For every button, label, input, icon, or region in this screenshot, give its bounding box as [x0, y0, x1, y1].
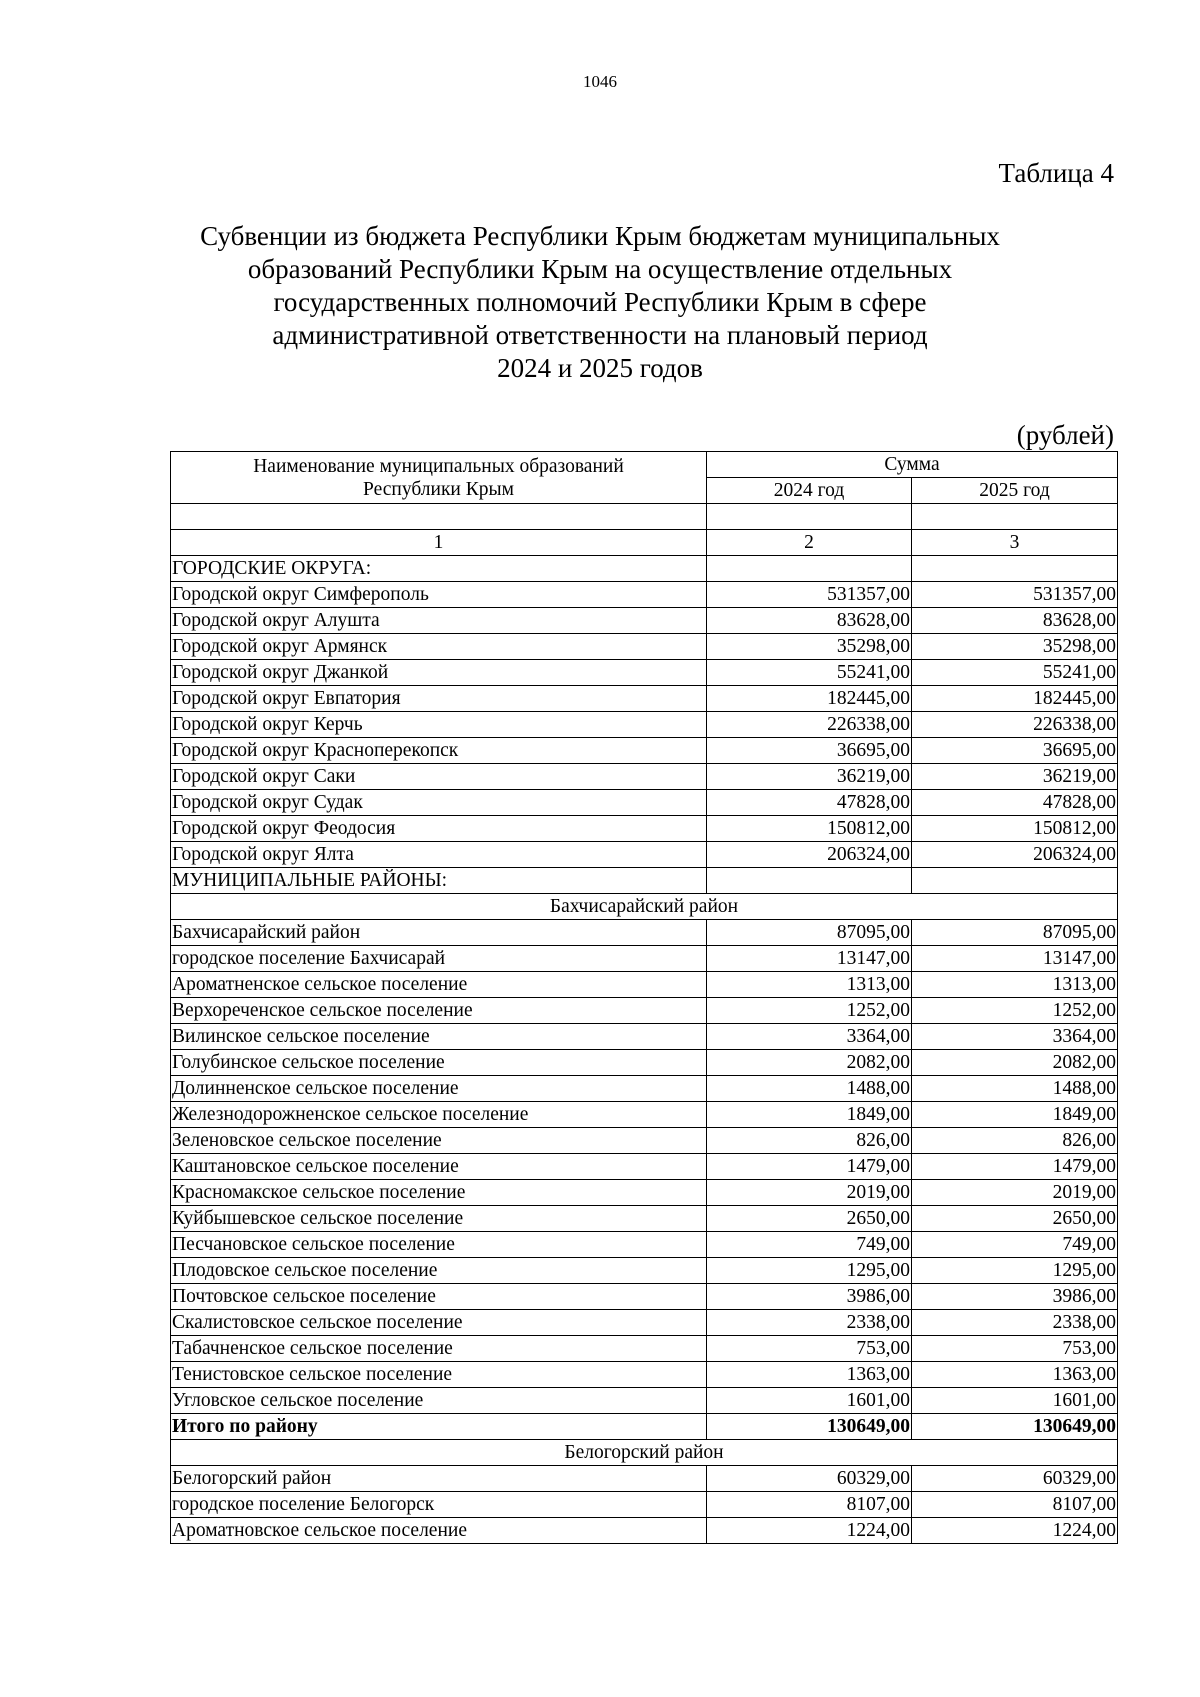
table-row: [171, 686, 1118, 712]
column-number-2: 2: [707, 530, 912, 556]
row-name: Белогорский район: [171, 1466, 707, 1492]
row-name: Городской округ Алушта: [171, 608, 707, 634]
row-value-2024: 2650,00: [707, 1206, 912, 1232]
row-value-2024: 753,00: [707, 1336, 912, 1362]
header-year-2025: 2025 год: [912, 478, 1118, 504]
row-value-2024: 1601,00: [707, 1388, 912, 1414]
table-row: [171, 1492, 1118, 1518]
row-value-2024: 226338,00: [707, 712, 912, 738]
header-sum-cell: Сумма: [707, 452, 1118, 478]
table-row: [171, 1206, 1118, 1232]
row-value-2025: 8107,00: [912, 1492, 1118, 1518]
row-value-2024: 2082,00: [707, 1050, 912, 1076]
row-value-2025: 1488,00: [912, 1076, 1118, 1102]
row-value-2024: 83628,00: [707, 608, 912, 634]
row-value-2025: 2082,00: [912, 1050, 1118, 1076]
row-name: Ароматновское сельское поселение: [171, 1518, 707, 1544]
row-value-2024: 55241,00: [707, 660, 912, 686]
row-value-2025: 36219,00: [912, 764, 1118, 790]
title-line: образований Республики Крым на осуществление отдельных: [247, 254, 953, 284]
row-value-2024: 60329,00: [707, 1466, 912, 1492]
row-name: Табачненское сельское поселение: [171, 1336, 707, 1362]
table-row: [171, 660, 1118, 686]
section-municipal-districts: [171, 868, 1118, 894]
row-value-2024: 182445,00: [707, 686, 912, 712]
row-value-2024: 13147,00: [707, 946, 912, 972]
row-name: Плодовское сельское поселение: [171, 1258, 707, 1284]
row-name: Почтовское сельское поселение: [171, 1284, 707, 1310]
row-value-2024: 3364,00: [707, 1024, 912, 1050]
table-row: [171, 1076, 1118, 1102]
row-value-2024: 1224,00: [707, 1518, 912, 1544]
unit-label: (рублей): [1016, 420, 1114, 450]
row-value-2025: 150812,00: [912, 816, 1118, 842]
table-row: [171, 1050, 1118, 1076]
row-value-2024: 47828,00: [707, 790, 912, 816]
header-name-line1: Наименование муниципальных образований: [253, 455, 624, 477]
row-name: Городской округ Армянск: [171, 634, 707, 660]
table-row: [171, 1310, 1118, 1336]
row-name: Тенистовское сельское поселение: [171, 1362, 707, 1388]
row-value-2025: 206324,00: [912, 842, 1118, 868]
row-value-2024: 3986,00: [707, 1284, 912, 1310]
header-year-2024: 2024 год: [707, 478, 912, 504]
row-value-2025: 47828,00: [912, 790, 1118, 816]
row-value-2024: 2338,00: [707, 1310, 912, 1336]
row-name: городское поселение Белогорск: [171, 1492, 707, 1518]
row-name: Бахчисарайский район: [171, 920, 707, 946]
row-name: Красномакское сельское поселение: [171, 1180, 707, 1206]
row-value-2025: 226338,00: [912, 712, 1118, 738]
row-value-2025: 1313,00: [912, 972, 1118, 998]
row-value-2024: 1488,00: [707, 1076, 912, 1102]
row-name: Городской округ Феодосия: [171, 816, 707, 842]
row-value-2024: 1252,00: [707, 998, 912, 1024]
row-name: Песчановское сельское поселение: [171, 1232, 707, 1258]
row-name: Городской округ Саки: [171, 764, 707, 790]
row-value-2025: 13147,00: [912, 946, 1118, 972]
table-row: [171, 1232, 1118, 1258]
row-name: Угловское сельское поселение: [171, 1388, 707, 1414]
title-line: Субвенции из бюджета Республики Крым бюджетам муниципальных: [200, 221, 1000, 251]
row-value-2024: 826,00: [707, 1128, 912, 1154]
total-row: [171, 1414, 1118, 1440]
row-value-2025: 753,00: [912, 1336, 1118, 1362]
table-row: [171, 1388, 1118, 1414]
document-title: [150, 220, 1050, 385]
row-name: Городской округ Ялта: [171, 842, 707, 868]
row-value-2025: 3986,00: [912, 1284, 1118, 1310]
row-value-2025: 55241,00: [912, 660, 1118, 686]
column-numbers-row: [171, 530, 1118, 556]
row-value-2025: 749,00: [912, 1232, 1118, 1258]
title-line: 2024 и 2025 годов: [497, 353, 703, 383]
table-row: [171, 790, 1118, 816]
table-row: [171, 1128, 1118, 1154]
row-value-2025: 35298,00: [912, 634, 1118, 660]
section-municipal-districts-label: МУНИЦИПАЛЬНЫЕ РАЙОНЫ:: [171, 868, 707, 894]
row-value-2025: 1479,00: [912, 1154, 1118, 1180]
subventions-table: [170, 451, 1118, 1544]
row-value-2025: 60329,00: [912, 1466, 1118, 1492]
header-name-cell: [171, 452, 707, 504]
row-value-2025: 2019,00: [912, 1180, 1118, 1206]
title-line: государственных полномочий Республики Крым в сфере: [273, 287, 927, 317]
table-row: [171, 1362, 1118, 1388]
row-name: Верхореченское сельское поселение: [171, 998, 707, 1024]
table-row: [171, 1258, 1118, 1284]
row-value-2025: 36695,00: [912, 738, 1118, 764]
row-value-2025: 3364,00: [912, 1024, 1118, 1050]
column-number-3: 3: [912, 530, 1118, 556]
table-row: [171, 1466, 1118, 1492]
header-row: [171, 452, 1118, 478]
row-value-2024: 1295,00: [707, 1258, 912, 1284]
row-value-2024: 206324,00: [707, 842, 912, 868]
row-value-2024: 1479,00: [707, 1154, 912, 1180]
row-value-2024: 36219,00: [707, 764, 912, 790]
table-row: [171, 1102, 1118, 1128]
row-value-2025: 87095,00: [912, 920, 1118, 946]
row-value-2025: 1601,00: [912, 1388, 1118, 1414]
row-value-2024: 1849,00: [707, 1102, 912, 1128]
row-value-2024: 531357,00: [707, 582, 912, 608]
row-name: Голубинское сельское поселение: [171, 1050, 707, 1076]
total-value-2024: 130649,00: [707, 1414, 912, 1440]
table-row: [171, 972, 1118, 998]
table-row: [171, 920, 1118, 946]
table-row: [171, 842, 1118, 868]
row-name: Железнодорожненское сельское поселение: [171, 1102, 707, 1128]
table-row: [171, 1284, 1118, 1310]
district-title-bakhchisaray-label: Бахчисарайский район: [171, 894, 1118, 920]
row-value-2025: 1224,00: [912, 1518, 1118, 1544]
row-value-2025: 2338,00: [912, 1310, 1118, 1336]
section-city-districts-label: ГОРОДСКИЕ ОКРУГА:: [171, 556, 707, 582]
district-title-belogorsk: [171, 1440, 1118, 1466]
table-row: [171, 1518, 1118, 1544]
row-name: Городской округ Керчь: [171, 712, 707, 738]
total-value-2025: 130649,00: [912, 1414, 1118, 1440]
row-name: Городской округ Евпатория: [171, 686, 707, 712]
district-title-bakhchisaray: [171, 894, 1118, 920]
table-row: [171, 1180, 1118, 1206]
row-value-2025: 182445,00: [912, 686, 1118, 712]
row-name: городское поселение Бахчисарай: [171, 946, 707, 972]
page-number: 1046: [583, 72, 617, 91]
row-value-2025: 2650,00: [912, 1206, 1118, 1232]
table-row: [171, 816, 1118, 842]
column-number-1: 1: [171, 530, 707, 556]
table-row: [171, 764, 1118, 790]
row-name: Вилинское сельское поселение: [171, 1024, 707, 1050]
row-value-2025: 1252,00: [912, 998, 1118, 1024]
row-value-2024: 35298,00: [707, 634, 912, 660]
row-value-2024: 749,00: [707, 1232, 912, 1258]
row-value-2024: 1313,00: [707, 972, 912, 998]
table-row: [171, 1336, 1118, 1362]
row-value-2025: 826,00: [912, 1128, 1118, 1154]
row-name: Городской округ Джанкой: [171, 660, 707, 686]
row-value-2024: 150812,00: [707, 816, 912, 842]
row-value-2025: 1363,00: [912, 1362, 1118, 1388]
district-title-belogorsk-label: Белогорский район: [171, 1440, 1118, 1466]
row-value-2025: 1849,00: [912, 1102, 1118, 1128]
section-city-districts: [171, 556, 1118, 582]
table-row: [171, 582, 1118, 608]
row-name: Зеленовское сельское поселение: [171, 1128, 707, 1154]
table-row: [171, 1154, 1118, 1180]
row-value-2024: 87095,00: [707, 920, 912, 946]
row-value-2025: 1295,00: [912, 1258, 1118, 1284]
table-label: Таблица 4: [998, 158, 1114, 188]
row-name: Скалистовское сельское поселение: [171, 1310, 707, 1336]
total-label: Итого по району: [171, 1414, 707, 1440]
header-name-line2: Республики Крым: [363, 478, 514, 500]
row-name: Куйбышевское сельское поселение: [171, 1206, 707, 1232]
table-row: [171, 1024, 1118, 1050]
table-row: [171, 608, 1118, 634]
row-value-2025: 83628,00: [912, 608, 1118, 634]
row-name: Долинненское сельское поселение: [171, 1076, 707, 1102]
row-value-2024: 8107,00: [707, 1492, 912, 1518]
table-row: [171, 998, 1118, 1024]
table-row: [171, 712, 1118, 738]
header-gap-row: [171, 504, 1118, 530]
row-value-2024: 1363,00: [707, 1362, 912, 1388]
row-name: Каштановское сельское поселение: [171, 1154, 707, 1180]
title-line: административной ответственности на плановый период: [272, 320, 928, 350]
row-name: Городской округ Красноперекопск: [171, 738, 707, 764]
table-row: [171, 634, 1118, 660]
row-value-2025: 531357,00: [912, 582, 1118, 608]
row-value-2024: 2019,00: [707, 1180, 912, 1206]
table-row: [171, 738, 1118, 764]
row-value-2024: 36695,00: [707, 738, 912, 764]
row-name: Ароматненское сельское поселение: [171, 972, 707, 998]
table-row: [171, 946, 1118, 972]
row-name: Городской округ Судак: [171, 790, 707, 816]
row-name: Городской округ Симферополь: [171, 582, 707, 608]
